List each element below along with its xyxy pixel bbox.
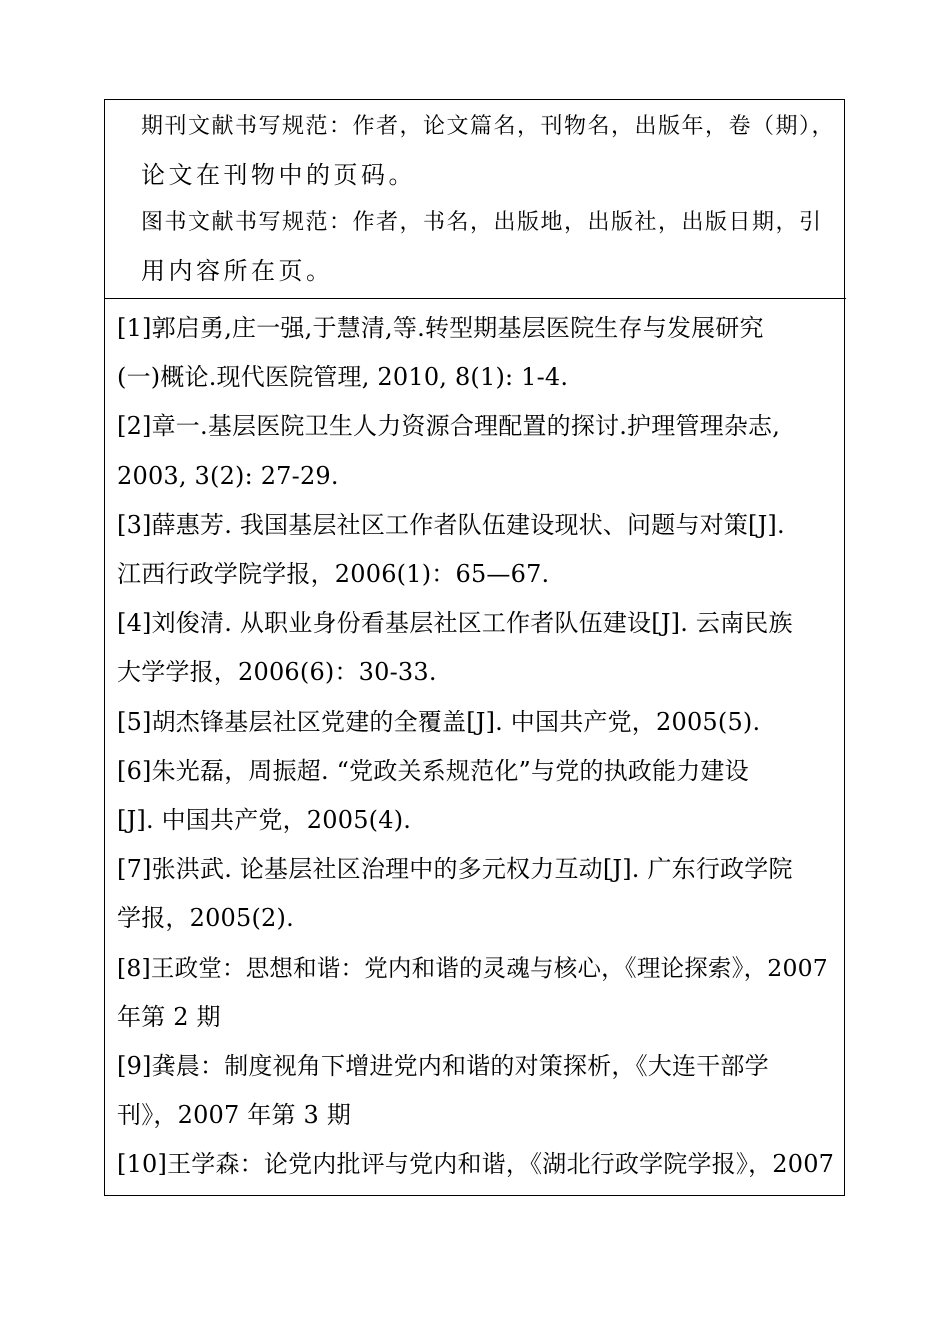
reference-entry-cont: 江西行政学院学报，2006(1)：65—67. xyxy=(117,560,550,588)
reference-entry: [4]刘俊清. 从职业身份看基层社区工作者队伍建设[J]. 云南民族 xyxy=(117,609,793,638)
reference-entry: [1]郭启勇,庄一强,于慧清,等.转型期基层医院生存与发展研究 xyxy=(117,314,764,342)
reference-entry: [3]薛惠芳. 我国基层社区工作者队伍建设现状、问题与对策[J]. xyxy=(117,510,785,539)
reference-entry: [9]龚晨：制度视角下增进党内和谐的对策探析，《大连干部学 xyxy=(117,1052,769,1080)
journal-format-rule-cont: 论文在刊物中的页码。 xyxy=(141,161,416,189)
reference-entry: [10]王学森：论党内批评与党内和谐，《湖北行政学院学报》，2007 xyxy=(117,1150,835,1179)
journal-format-rule: 期刊文献书写规范：作者，论文篇名，刊物名，出版年，卷（期）， xyxy=(141,114,836,139)
reference-entry-cont: 2003, 3(2): 27-29. xyxy=(117,461,339,490)
reference-entry-cont: 年第 2 期 xyxy=(117,1002,221,1031)
reference-entry: [2]章一.基层医院卫生人力资源合理配置的探讨.护理管理杂志, xyxy=(117,412,781,441)
reference-entry: [5]胡杰锋基层社区党建的全覆盖[J]. 中国共产党，2005(5). xyxy=(117,707,761,736)
reference-entry-cont: 刊》，2007 年第 3 期 xyxy=(117,1101,352,1130)
reference-entry-cont: (一)概论.现代医院管理, 2010, 8(1): 1-4. xyxy=(117,363,569,392)
reference-entry: [7]张洪武. 论基层社区治理中的多元权力互动[J]. 广东行政学院 xyxy=(117,855,793,884)
book-format-rule-cont: 用内容所在页。 xyxy=(141,257,334,285)
reference-entry: [6]朱光磊，周振超. “党政关系规范化”与党的执政能力建设 xyxy=(117,756,749,785)
reference-entry-cont: 大学学报，2006(6)：30-33. xyxy=(117,658,437,687)
reference-entry: [8]王政堂：思想和谐：党内和谐的灵魂与核心，《理论探索》，2007 xyxy=(117,953,828,982)
citation-guidelines xyxy=(105,100,846,299)
reference-table xyxy=(104,99,845,1196)
book-format-rule: 图书文献书写规范：作者，书名，出版地，出版社，出版日期，引 xyxy=(141,210,823,235)
reference-entry-cont: 学报，2005(2). xyxy=(117,904,294,933)
reference-entry-cont: [J]. 中国共产党，2005(4). xyxy=(117,806,412,834)
